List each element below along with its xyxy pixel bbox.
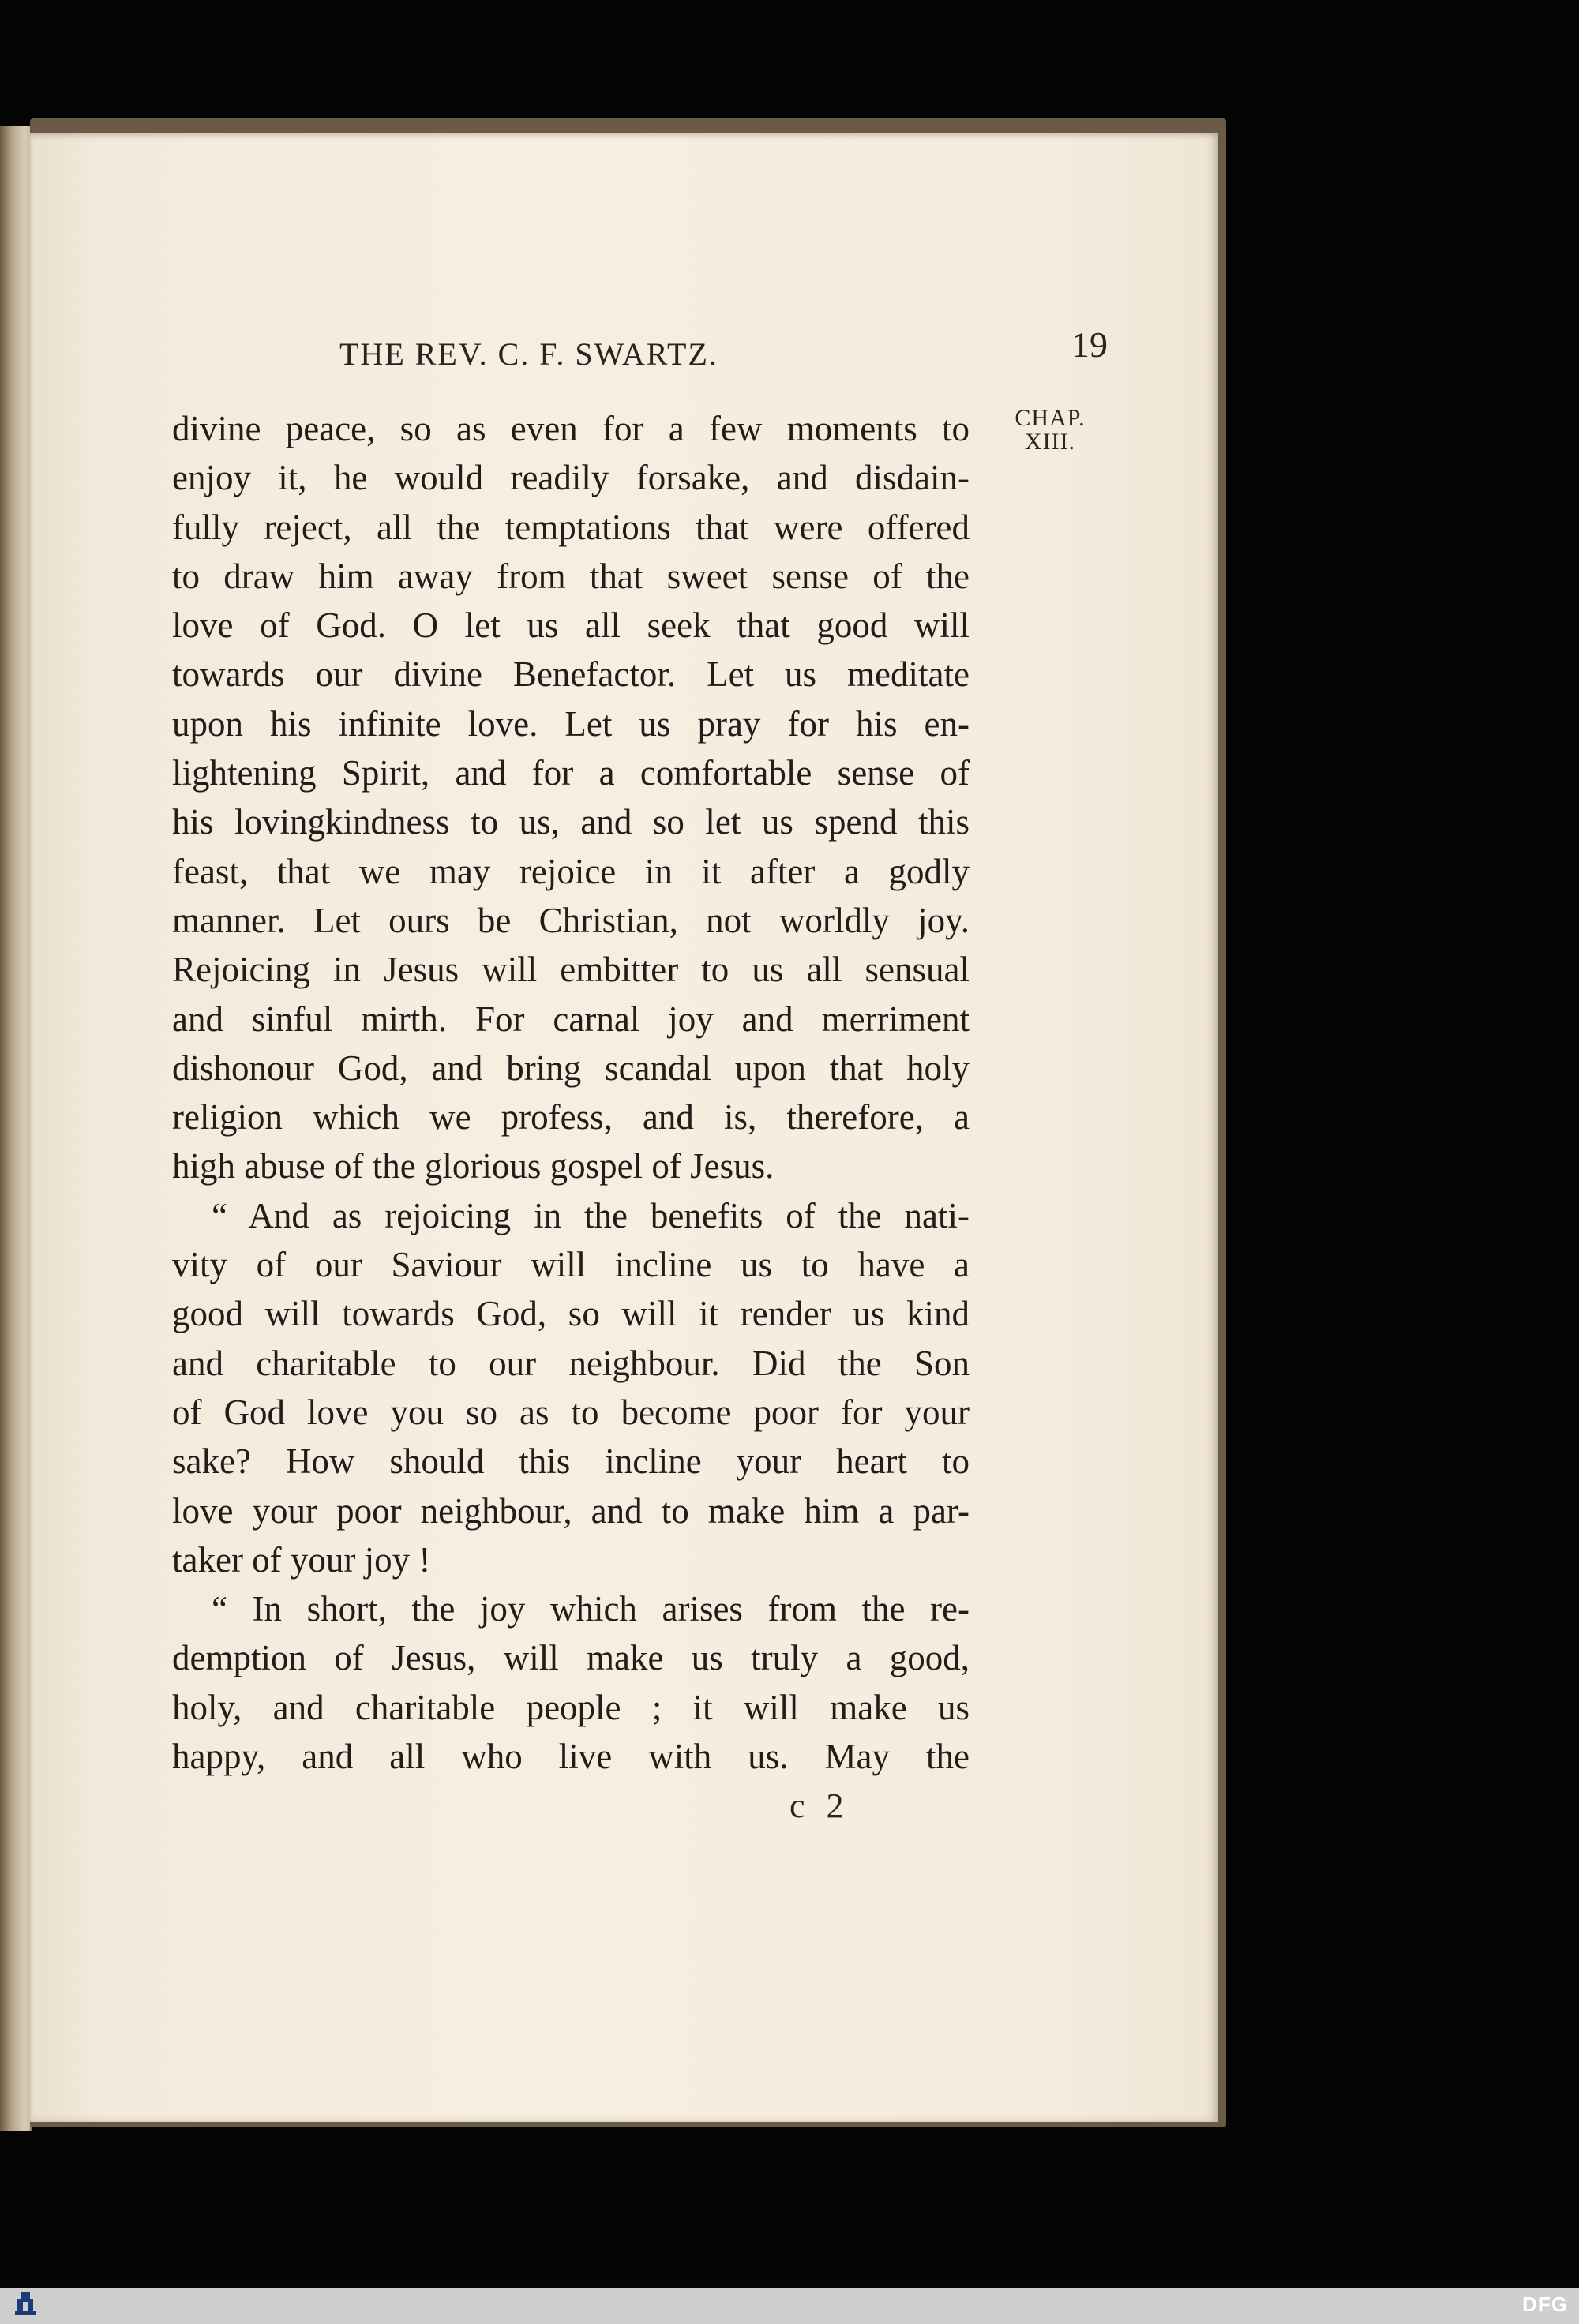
text-line: to draw him away from that sweet sense of the	[172, 556, 970, 596]
text-line: enjoy it, he would readily forsake, and disdain-	[172, 458, 970, 498]
text-line: and charitable to our neighbour. Did the Son	[172, 1343, 970, 1383]
body-text	[172, 404, 970, 1781]
signature-mark: c 2	[790, 1786, 850, 1825]
text-line: towards our divine Benefactor. Let us meditate	[172, 654, 970, 695]
text-line: lightening Spirit, and for a comfortable sense of	[172, 753, 970, 793]
text-line: holy, and charitable people ; it will make us	[172, 1687, 970, 1727]
text-line: taker of your joy !	[172, 1539, 431, 1580]
text-line: Rejoicing in Jesus will embitter to us all sensual	[172, 950, 970, 990]
library-crest-icon	[6, 2291, 44, 2321]
margin-note-chap: CHAP.	[1015, 405, 1086, 431]
text-line: vity of our Saviour will incline us to have a	[172, 1245, 970, 1285]
dfg-logo: DFG	[1522, 2292, 1568, 2316]
text-line: of God love you so as to become poor for your	[172, 1392, 970, 1432]
text-line: happy, and all who live with us. May the	[172, 1737, 970, 1777]
text-line: divine peace, so as even for a few moments to	[172, 409, 970, 448]
chapter-margin-note	[999, 407, 1101, 454]
running-head: THE REV. C. F. SWARTZ.	[339, 336, 718, 372]
text-line: his lovingkindness to us, and so let us spend this	[172, 802, 970, 842]
margin-note-number: XIII.	[1024, 429, 1076, 455]
text-line: high abuse of the glorious gospel of Jesus.	[172, 1146, 774, 1186]
page-number: 19	[1071, 324, 1108, 365]
text-line: “ And as rejoicing in the benefits of the nati-	[212, 1195, 970, 1235]
text-line: love of God. O let us all seek that good will	[172, 605, 970, 646]
text-line: religion which we profess, and is, therefore, a	[172, 1097, 970, 1138]
text-line: love your poor neighbour, and to make him a par-	[172, 1490, 970, 1531]
text-line: “ In short, the joy which arises from the re-	[212, 1589, 970, 1629]
text-line: manner. Let ours be Christian, not worldly joy.	[172, 900, 970, 940]
text-line: dishonour God, and bring scandal upon that holy	[172, 1048, 970, 1088]
text-line: and sinful mirth. For carnal joy and merriment	[172, 999, 970, 1039]
left-page-edge	[0, 126, 32, 2131]
viewer-footer-bar	[0, 2288, 1579, 2324]
text-line: fully reject, all the temptations that were offered	[172, 507, 970, 547]
text-line: demption of Jesus, will make us truly a good,	[172, 1638, 970, 1678]
text-line: feast, that we may rejoice in it after a godly	[172, 851, 970, 891]
text-line: upon his infinite love. Let us pray for his en-	[172, 703, 970, 744]
text-line: sake? How should this incline your heart to	[172, 1441, 970, 1482]
text-line: good will towards God, so will it render us kind	[172, 1294, 970, 1334]
